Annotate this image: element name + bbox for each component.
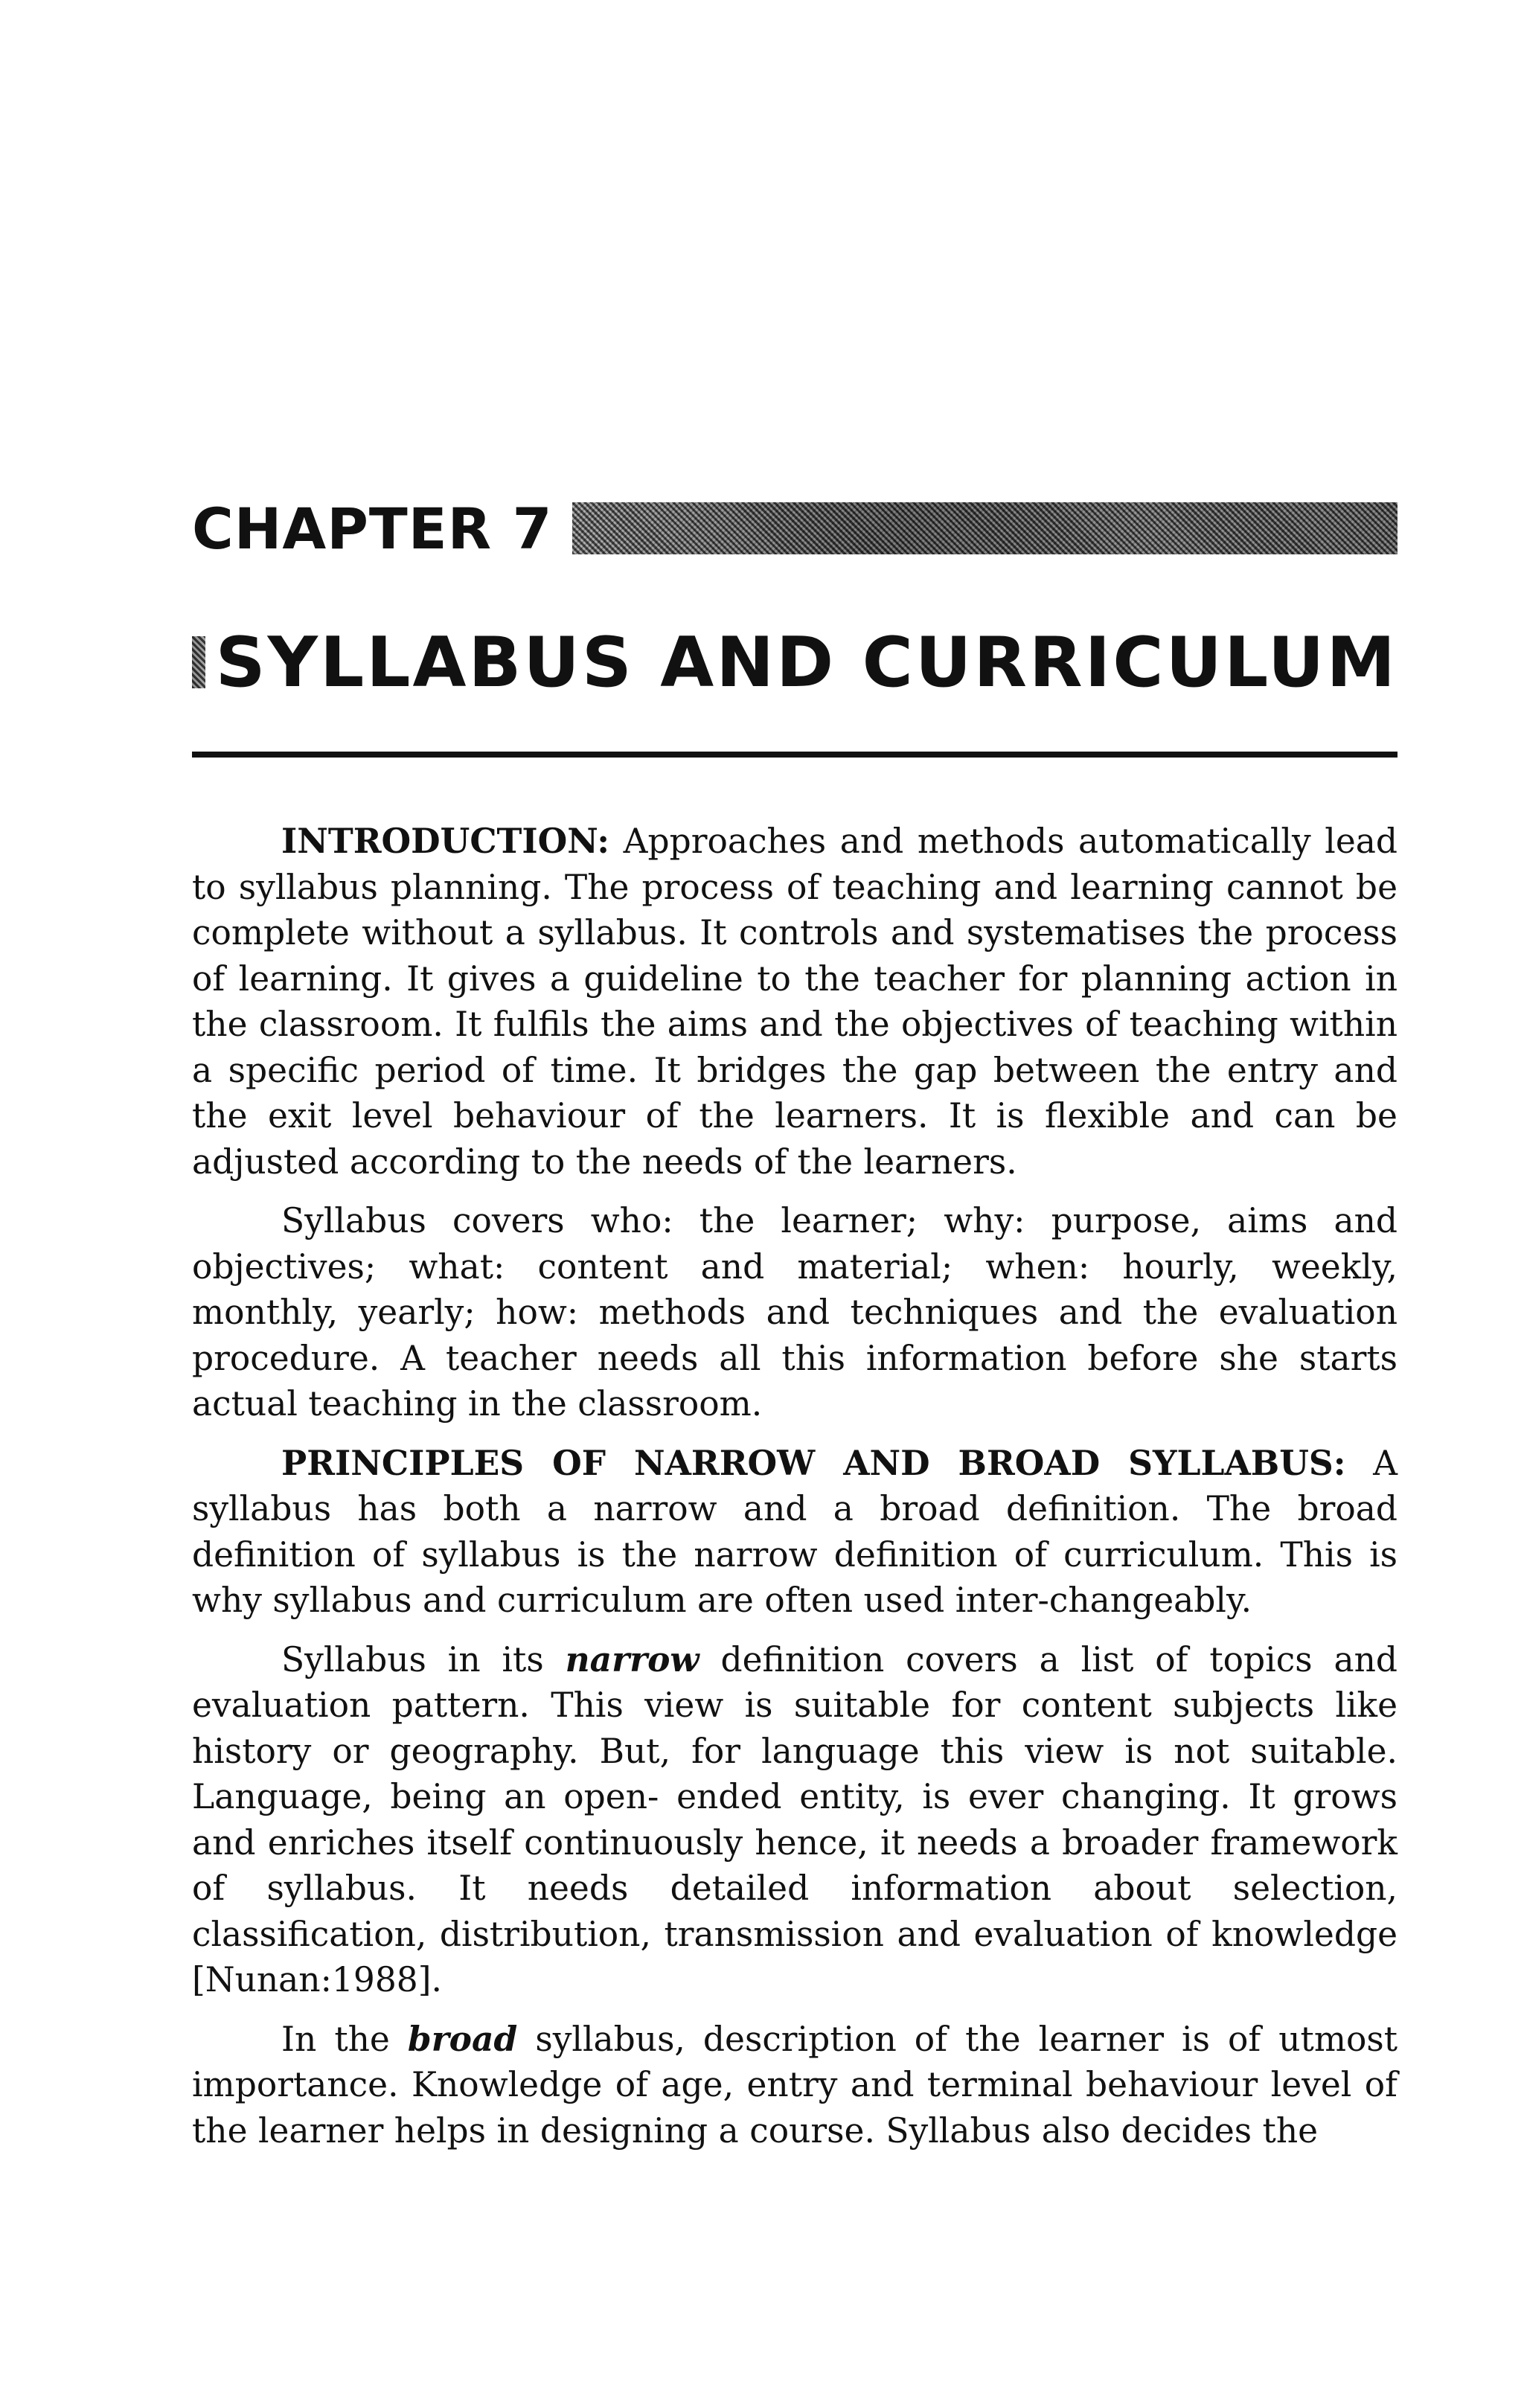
chapter-header (192, 484, 1397, 573)
broad-emphasis: broad (407, 2018, 518, 2059)
paragraph-principles (192, 1441, 1397, 1624)
chapter-title-row (192, 610, 1397, 714)
introduction-text: Approaches and methods automatically lead to syllabus planning. The process of teaching and learning cannot be complete without a syllabus. It controls and systematises the process of learning. It gives a guideline to the teacher for planning action in the classroom. It fulfils the aims and the objectives of teaching within a specific period of time. It bridges the gap between the entry and the exit level behaviour of the learners. It is flexible and can be adjusted according to the needs of the learners. (192, 822, 1397, 1182)
chapter-decorative-bar (572, 502, 1397, 554)
body-text (192, 819, 1397, 2154)
narrow-text-before: Syllabus in its (281, 1639, 566, 1679)
principles-text: A syllabus has both a narrow and a broad definition. The broad definition of syllabus is the narrow definition of curriculum. This is why syllabus and curriculum are often used inter-changeably. (192, 1443, 1398, 1620)
narrow-text-after: definition covers a list of topics and evaluation pattern. This view is suitable for content subjects like history or geography. But, for language this view is not suitable. Language, being an open- ended entity, is ever changing. It grows and enriches itself continuously hence, it needs a broader framework of syllabus. It needs detailed information about selection, classification, distribution, transmission and evaluation of knowledge [Nunan:1988]. (192, 1639, 1398, 1999)
broad-text-before: In the (281, 2019, 408, 2059)
introduction-heading: INTRODUCTION: (281, 821, 610, 861)
syllabus-covers-text: Syllabus covers who: the learner; why: purpose, aims and objectives; what: content and material; when: hourly, weekly, monthly, yearly; how: methods and techniques and the evaluation procedure. A teacher needs all this information before she starts actual teaching in the classroom. (192, 1201, 1397, 1424)
chapter-title: SYLLABUS AND CURRICULUM (215, 622, 1397, 702)
principles-heading: PRINCIPLES OF NARROW AND BROAD SYLLABUS: (281, 1442, 1346, 1483)
paragraph-narrow (192, 1637, 1397, 2003)
title-divider (192, 752, 1397, 758)
title-decorative-block (192, 636, 205, 688)
chapter-label: CHAPTER 7 (192, 495, 553, 562)
paragraph-introduction (192, 819, 1397, 1185)
paragraph-broad (192, 2017, 1397, 2154)
narrow-emphasis: narrow (565, 1639, 699, 1679)
paragraph-syllabus-covers (192, 1198, 1397, 1427)
broad-text-after: syllabus, description of the learner is of utmost importance. Knowledge of age, entry and terminal behaviour level of the learner helps in designing a course. Syllabus also decides the (192, 2019, 1397, 2151)
